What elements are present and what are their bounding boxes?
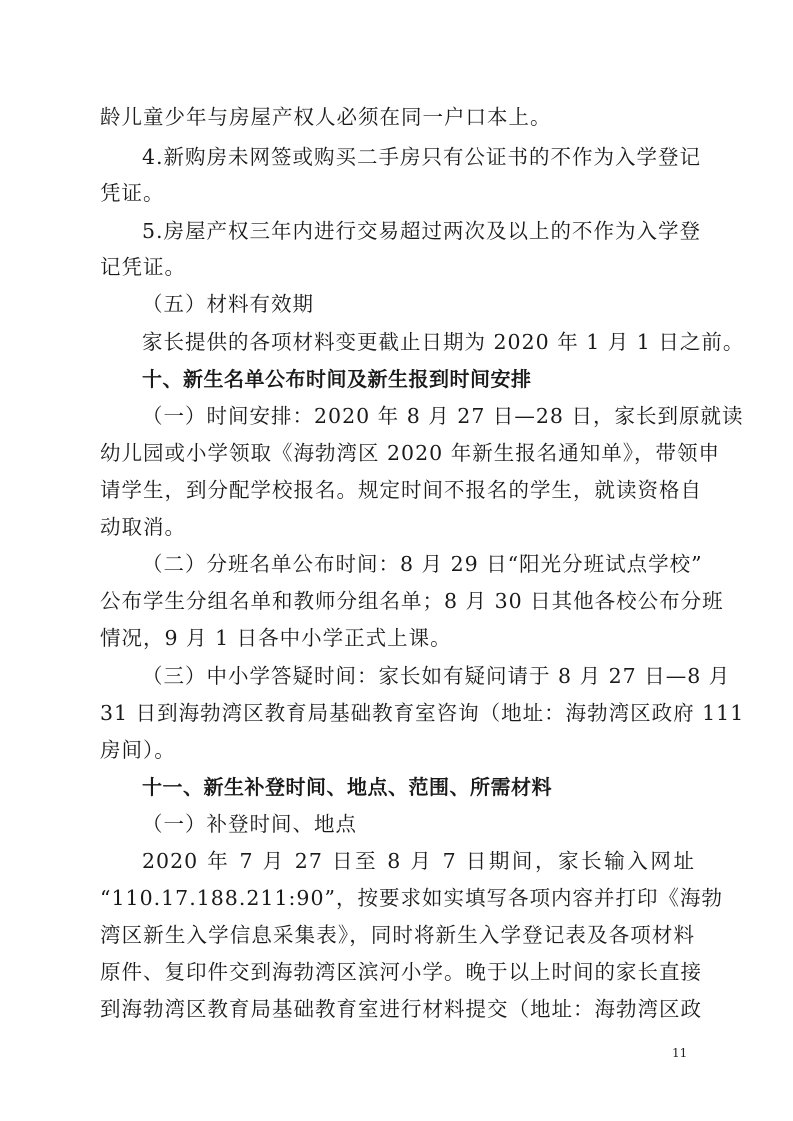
text-line: “110.17.188.211:90”，按要求如实填写各项内容并打印《海勃	[100, 886, 723, 910]
section-subheading: （一）补登时间、地点	[142, 812, 357, 836]
text-line: 原件、复印件交到海勃湾区滨河小学。晚于以上时间的家长直接	[100, 960, 702, 984]
text-line: 湾区新生入学信息采集表》，同时将新生入学登记表及各项材料	[100, 923, 695, 947]
text-line: 请学生，到分配学校报名。规定时间不报名的学生，就读资格自	[100, 478, 702, 502]
text-line: （一）时间安排：2020 年 8 月 27 日—28 日，家长到原就读	[142, 404, 744, 428]
text-line: （三）中小学答疑时间：家长如有疑问请于 8 月 27 日—8 月	[142, 664, 731, 688]
text-line: 31 日到海勃湾区教育局基础教育室咨询（地址：海勃湾区政府 111	[100, 701, 745, 725]
text-line: 房间）。	[100, 738, 176, 762]
text-line: 记凭证。	[100, 255, 186, 279]
section-heading: 十一、新生补登时间、地点、范围、所需材料	[142, 775, 552, 799]
text-line: 幼儿园或小学领取《海勃湾区 2020 年新生报名通知单》，带领申	[100, 441, 720, 465]
text-line: 凭证。	[100, 181, 165, 205]
text-line: 家长提供的各项材料变更截止日期为 2020 年 1 月 1 日之前。	[142, 330, 745, 354]
text-line: 2020 年 7 月 27 日至 8 月 7 日期间，家长输入网址	[142, 849, 695, 873]
section-heading: 十、新生名单公布时间及新生报到时间安排	[142, 367, 532, 391]
text-line: （二）分班名单公布时间：8 月 29 日“阳光分班试点学校”	[142, 552, 703, 576]
text-line: 动取消。	[100, 515, 186, 539]
page-number: 11	[672, 1046, 688, 1060]
text-line: 5.房屋产权三年内进行交易超过两次及以上的不作为入学登	[142, 219, 702, 243]
text-line: 到海勃湾区教育局基础教育室进行材料提交（地址：海勃湾区政	[100, 997, 702, 1021]
text-line: 4.新购房未网签或购买二手房只有公证书的不作为入学登记	[142, 145, 702, 169]
text-line: 情况，9 月 1 日各中小学正式上课。	[100, 626, 452, 650]
text-line: 公布学生分组名单和教师分组名单；8 月 30 日其他各校公布分班	[100, 589, 724, 613]
text-line: 龄儿童少年与房屋产权人必须在同一户口本上。	[100, 105, 552, 129]
section-subheading: （五）材料有效期	[142, 292, 314, 316]
